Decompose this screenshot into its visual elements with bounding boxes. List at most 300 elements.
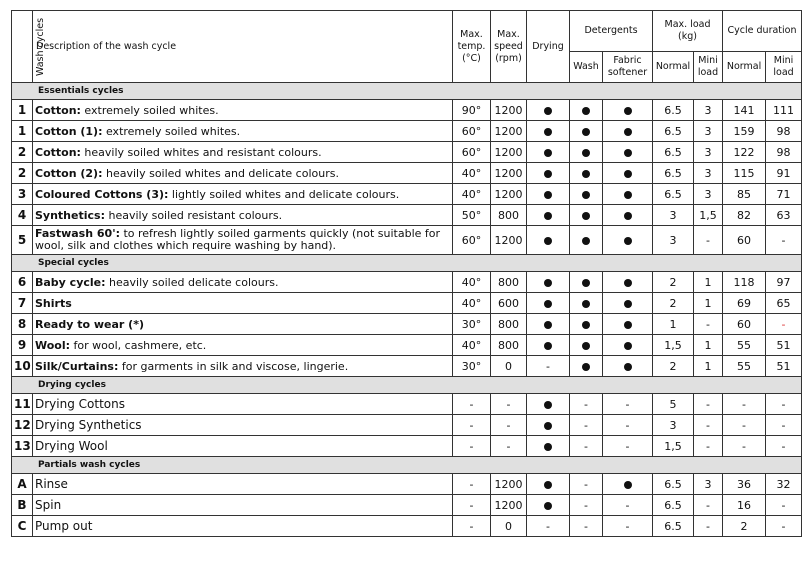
softener-cell (603, 474, 653, 495)
drying-cell (527, 184, 570, 205)
softener-cell (603, 335, 653, 356)
bullet-icon (544, 191, 552, 199)
load-mini-cell: 1 (694, 293, 723, 314)
wash-cell (570, 394, 603, 415)
cycle-number: 8 (12, 314, 33, 335)
cycle-number: 9 (12, 335, 33, 356)
max-speed-header: Max. speed (rpm) (491, 11, 527, 83)
drying-cell (527, 121, 570, 142)
load-mini-cell: - (694, 314, 723, 335)
softener-cell (603, 272, 653, 293)
dash-icon: - (625, 418, 630, 432)
load-mini-cell: 1 (694, 272, 723, 293)
load-normal-cell: 6.5 (653, 184, 694, 205)
cycle-number: 4 (12, 205, 33, 226)
duration-mini-cell: 98 (766, 142, 802, 163)
duration-normal-cell: 2 (723, 516, 766, 537)
detergents-header: Detergents (570, 11, 653, 52)
drying-cell (527, 356, 570, 377)
section-title: Special cycles (12, 255, 802, 272)
cycle-detail: for wool, cashmere, etc. (70, 338, 207, 352)
cycle-detail: for garments in silk and viscose, lingerie. (118, 359, 349, 373)
bullet-icon (582, 212, 590, 220)
duration-mini-cell: 51 (766, 335, 802, 356)
cycle-name: Wool: (35, 338, 71, 352)
drying-cell (527, 495, 570, 516)
max-temp-cell: - (453, 436, 491, 457)
drying-cell (527, 226, 570, 255)
table-row (12, 415, 802, 436)
load-mini-cell: 3 (694, 100, 723, 121)
bullet-icon (544, 321, 552, 329)
duration-normal-cell: 82 (723, 205, 766, 226)
load-mini-cell: - (694, 394, 723, 415)
load-normal-cell: 2 (653, 356, 694, 377)
description-header: Description of the wash cycle (33, 11, 453, 83)
load-mini-cell: 1 (694, 356, 723, 377)
softener-cell (603, 205, 653, 226)
max-speed-cell: 800 (491, 335, 527, 356)
load-mini-cell: 3 (694, 121, 723, 142)
drying-cell (527, 272, 570, 293)
drying-header: Drying (527, 11, 570, 83)
bullet-icon (544, 342, 552, 350)
section-row (12, 457, 802, 474)
max-temp-cell: 40° (453, 184, 491, 205)
cycle-description (33, 314, 453, 335)
dash-icon: - (625, 498, 630, 512)
bullet-icon (624, 237, 632, 245)
table-row (12, 100, 802, 121)
dash-icon: - (584, 498, 588, 512)
dash-icon: - (584, 397, 588, 411)
max-speed-cell: - (491, 415, 527, 436)
duration-mini-cell: 111 (766, 100, 802, 121)
bullet-icon (582, 128, 590, 136)
dash-icon: - (584, 477, 588, 491)
load-normal-cell: 1,5 (653, 436, 694, 457)
max-speed-cell: 1200 (491, 495, 527, 516)
cycle-description (33, 394, 453, 415)
cycle-detail: heavily soiled whites and resistant colours. (80, 145, 322, 159)
table-row (12, 335, 802, 356)
cycle-description (33, 100, 453, 121)
cycle-description (33, 272, 453, 293)
table-row (12, 495, 802, 516)
wash-cell (570, 415, 603, 436)
max-temp-header: Max. temp. (°C) (453, 11, 491, 83)
table-row (12, 394, 802, 415)
cycle-number: 11 (12, 394, 33, 415)
cycle-name: Cotton (1): (35, 124, 103, 138)
bullet-icon (544, 443, 552, 451)
duration-mini-cell: 63 (766, 205, 802, 226)
load-mini-cell: 1,5 (694, 205, 723, 226)
bullet-icon (544, 237, 552, 245)
duration-normal-cell: 159 (723, 121, 766, 142)
load-normal-cell: 5 (653, 394, 694, 415)
duration-mini-cell: 98 (766, 121, 802, 142)
cycle-number: 12 (12, 415, 33, 436)
dash-icon: - (625, 519, 630, 533)
cycle-number: 10 (12, 356, 33, 377)
duration-normal-cell: 36 (723, 474, 766, 495)
wash-subheader: Wash (570, 52, 603, 83)
load-normal-cell: 3 (653, 205, 694, 226)
load-normal-cell: 6.5 (653, 474, 694, 495)
wash-cell (570, 495, 603, 516)
cycle-name: Ready to wear (*) (35, 317, 144, 331)
max-temp-cell: 50° (453, 205, 491, 226)
duration-mini-cell: 97 (766, 272, 802, 293)
max-speed-cell: 1200 (491, 142, 527, 163)
cycle-description (33, 436, 453, 457)
load-normal-cell: 6.5 (653, 121, 694, 142)
cycle-name: Pump out (35, 518, 93, 533)
table-row (12, 121, 802, 142)
bullet-icon (624, 342, 632, 350)
cycle-detail: to refresh lightly soiled garments quickly (not suitable for wool, silk and clothes which require washing by hand). (35, 227, 441, 252)
cycle-name: Silk/Curtains: (35, 359, 119, 373)
load-normal-cell: 6.5 (653, 495, 694, 516)
bullet-icon (544, 149, 552, 157)
max-load-header: Max. load (kg) (653, 11, 723, 52)
bullet-icon (624, 107, 632, 115)
duration-mini-cell: - (766, 495, 802, 516)
dash-icon: - (584, 439, 588, 453)
bullet-icon (582, 342, 590, 350)
duration-mini-cell: 91 (766, 163, 802, 184)
softener-cell (603, 394, 653, 415)
max-speed-cell: 800 (491, 205, 527, 226)
wash-cell (570, 205, 603, 226)
load-normal-cell: 6.5 (653, 100, 694, 121)
duration-normal-cell: 141 (723, 100, 766, 121)
drying-cell (527, 142, 570, 163)
drying-cell (527, 394, 570, 415)
table-row (12, 516, 802, 537)
cycle-name: Drying Synthetics (35, 417, 142, 432)
bullet-icon (582, 237, 590, 245)
wash-cell (570, 356, 603, 377)
cycle-name: Fastwash 60': (35, 227, 120, 240)
bullet-icon (582, 300, 590, 308)
max-temp-cell: - (453, 516, 491, 537)
load-mini-cell: 3 (694, 142, 723, 163)
duration-mini-cell: 32 (766, 474, 802, 495)
bullet-icon (624, 279, 632, 287)
table-row (12, 436, 802, 457)
duration-normal-cell: 85 (723, 184, 766, 205)
wash-cell (570, 121, 603, 142)
wash-cycle-table (11, 10, 802, 537)
softener-cell (603, 121, 653, 142)
max-temp-cell: 60° (453, 121, 491, 142)
dash-icon: - (546, 519, 550, 533)
softener-cell (603, 293, 653, 314)
drying-cell (527, 335, 570, 356)
cycle-description (33, 474, 453, 495)
dash-icon: - (625, 397, 630, 411)
duration-mini-cell: - (766, 436, 802, 457)
max-speed-cell: 1200 (491, 474, 527, 495)
cycle-number: C (12, 516, 33, 537)
cycle-description (33, 184, 453, 205)
cycle-number: 3 (12, 184, 33, 205)
drying-cell (527, 314, 570, 335)
max-speed-cell: 1200 (491, 184, 527, 205)
load-normal-cell: 6.5 (653, 516, 694, 537)
cycle-number: 5 (12, 226, 33, 255)
load-mini-subheader: Mini load (694, 52, 723, 83)
load-normal-cell: 6.5 (653, 163, 694, 184)
wash-cell (570, 184, 603, 205)
max-temp-cell: - (453, 495, 491, 516)
bullet-icon (624, 170, 632, 178)
bullet-icon (544, 481, 552, 489)
cycle-description (33, 516, 453, 537)
duration-normal-cell: - (723, 436, 766, 457)
cycle-number: 13 (12, 436, 33, 457)
duration-normal-cell: 55 (723, 356, 766, 377)
wash-cell (570, 272, 603, 293)
dash-icon: - (584, 418, 588, 432)
bullet-icon (624, 481, 632, 489)
drying-cell (527, 293, 570, 314)
table-row (12, 226, 802, 255)
table-row (12, 272, 802, 293)
bullet-icon (582, 363, 590, 371)
table-row (12, 356, 802, 377)
drying-cell (527, 100, 570, 121)
cycle-description (33, 121, 453, 142)
duration-mini-cell: 71 (766, 184, 802, 205)
max-temp-cell: 60° (453, 142, 491, 163)
load-mini-cell: 3 (694, 163, 723, 184)
load-mini-cell: 1 (694, 335, 723, 356)
bullet-icon (624, 191, 632, 199)
max-temp-cell: 40° (453, 335, 491, 356)
duration-mini-cell: - (766, 394, 802, 415)
cycle-number: B (12, 495, 33, 516)
cycle-name: Rinse (35, 476, 68, 491)
softener-cell (603, 516, 653, 537)
drying-cell (527, 516, 570, 537)
max-temp-cell: 30° (453, 356, 491, 377)
section-row (12, 83, 802, 100)
load-normal-cell: 1,5 (653, 335, 694, 356)
cycle-description (33, 226, 453, 255)
softener-cell (603, 356, 653, 377)
fabric-softener-subheader: Fabric softener (603, 52, 653, 83)
cycle-detail: heavily soiled whites and delicate colours. (102, 166, 339, 180)
duration-mini-cell: - (766, 314, 802, 335)
load-normal-cell: 3 (653, 226, 694, 255)
load-mini-cell: 3 (694, 474, 723, 495)
load-mini-cell: - (694, 436, 723, 457)
cycle-detail: extremely soiled whites. (102, 124, 241, 138)
load-normal-subheader: Normal (653, 52, 694, 83)
cycle-description (33, 335, 453, 356)
duration-normal-subheader: Normal (723, 52, 766, 83)
softener-cell (603, 163, 653, 184)
wash-cycles-header: Wash cycles (12, 11, 33, 83)
duration-mini-cell: - (766, 516, 802, 537)
bullet-icon (544, 170, 552, 178)
table-row (12, 205, 802, 226)
bullet-icon (582, 321, 590, 329)
cycle-detail: heavily soiled delicate colours. (105, 275, 279, 289)
cycle-description (33, 142, 453, 163)
cycle-number: 2 (12, 163, 33, 184)
max-speed-cell: 0 (491, 516, 527, 537)
cycle-name: Drying Cottons (35, 396, 125, 411)
bullet-icon (624, 149, 632, 157)
cycle-detail: lightly soiled whites and delicate colours. (168, 187, 400, 201)
bullet-icon (544, 212, 552, 220)
cycle-description (33, 356, 453, 377)
max-speed-cell: 1200 (491, 121, 527, 142)
softener-cell (603, 436, 653, 457)
max-speed-cell: 1200 (491, 100, 527, 121)
table-body (12, 83, 802, 537)
dash-icon: - (625, 439, 630, 453)
max-temp-cell: 40° (453, 163, 491, 184)
table-row (12, 184, 802, 205)
table-row (12, 314, 802, 335)
max-temp-cell: 40° (453, 293, 491, 314)
drying-cell (527, 163, 570, 184)
bullet-icon (544, 107, 552, 115)
cycle-description (33, 495, 453, 516)
cycle-name: Coloured Cottons (3): (35, 187, 169, 201)
load-mini-cell: 3 (694, 184, 723, 205)
drying-cell (527, 415, 570, 436)
cycle-number: 1 (12, 121, 33, 142)
bullet-icon (544, 128, 552, 136)
duration-mini-cell: 51 (766, 356, 802, 377)
duration-normal-cell: 16 (723, 495, 766, 516)
drying-cell (527, 205, 570, 226)
bullet-icon (624, 300, 632, 308)
cycle-description (33, 163, 453, 184)
wash-cell (570, 436, 603, 457)
wash-cell (570, 474, 603, 495)
duration-normal-cell: 60 (723, 226, 766, 255)
cycle-detail: extremely soiled whites. (80, 103, 219, 117)
softener-cell (603, 142, 653, 163)
duration-normal-cell: - (723, 415, 766, 436)
max-speed-cell: 800 (491, 272, 527, 293)
cycle-duration-header: Cycle duration (723, 11, 802, 52)
softener-cell (603, 100, 653, 121)
max-temp-cell: - (453, 415, 491, 436)
bullet-icon (624, 363, 632, 371)
wash-cycle-table-container (11, 10, 801, 537)
wash-cell (570, 142, 603, 163)
cycle-number: 7 (12, 293, 33, 314)
section-row (12, 255, 802, 272)
duration-normal-cell: 122 (723, 142, 766, 163)
cycle-number: A (12, 474, 33, 495)
table-row (12, 142, 802, 163)
drying-cell (527, 436, 570, 457)
cycle-name: Spin (35, 497, 62, 512)
max-temp-cell: 60° (453, 226, 491, 255)
cycle-name: Synthetics: (35, 208, 105, 222)
cycle-number: 1 (12, 100, 33, 121)
bullet-icon (544, 422, 552, 430)
cycle-name: Cotton: (35, 145, 81, 159)
load-mini-cell: - (694, 495, 723, 516)
softener-cell (603, 415, 653, 436)
load-normal-cell: 2 (653, 293, 694, 314)
max-speed-cell: 600 (491, 293, 527, 314)
cycle-description (33, 205, 453, 226)
load-normal-cell: 2 (653, 272, 694, 293)
cycle-number: 6 (12, 272, 33, 293)
max-temp-cell: - (453, 394, 491, 415)
duration-normal-cell: 69 (723, 293, 766, 314)
max-speed-cell: - (491, 394, 527, 415)
load-mini-cell: - (694, 516, 723, 537)
duration-normal-cell: - (723, 394, 766, 415)
bullet-icon (582, 279, 590, 287)
softener-cell (603, 184, 653, 205)
duration-normal-cell: 118 (723, 272, 766, 293)
bullet-icon (582, 107, 590, 115)
duration-mini-cell: - (766, 226, 802, 255)
bullet-icon (544, 502, 552, 510)
section-title: Drying cycles (12, 377, 802, 394)
wash-cell (570, 516, 603, 537)
dash-icon: - (584, 519, 588, 533)
max-speed-cell: 800 (491, 314, 527, 335)
softener-cell (603, 314, 653, 335)
max-speed-cell: - (491, 436, 527, 457)
bullet-icon (582, 191, 590, 199)
max-speed-cell: 1200 (491, 163, 527, 184)
duration-normal-cell: 115 (723, 163, 766, 184)
cycle-name: Drying Wool (35, 438, 108, 453)
wash-cell (570, 163, 603, 184)
duration-normal-cell: 60 (723, 314, 766, 335)
table-row (12, 293, 802, 314)
cycle-name: Cotton (2): (35, 166, 103, 180)
load-mini-cell: - (694, 415, 723, 436)
section-title: Partials wash cycles (12, 457, 802, 474)
softener-cell (603, 226, 653, 255)
load-normal-cell: 6.5 (653, 142, 694, 163)
cycle-description (33, 293, 453, 314)
wash-cell (570, 293, 603, 314)
section-title: Essentials cycles (12, 83, 802, 100)
bullet-icon (624, 128, 632, 136)
max-speed-cell: 1200 (491, 226, 527, 255)
cycle-detail: heavily soiled resistant colours. (104, 208, 283, 222)
duration-mini-cell: - (766, 415, 802, 436)
load-normal-cell: 1 (653, 314, 694, 335)
table-row (12, 474, 802, 495)
cycle-description (33, 415, 453, 436)
bullet-icon (544, 300, 552, 308)
bullet-icon (624, 321, 632, 329)
max-temp-cell: 30° (453, 314, 491, 335)
cycle-name: Baby cycle: (35, 275, 106, 289)
load-mini-cell: - (694, 226, 723, 255)
softener-cell (603, 495, 653, 516)
wash-cell (570, 335, 603, 356)
